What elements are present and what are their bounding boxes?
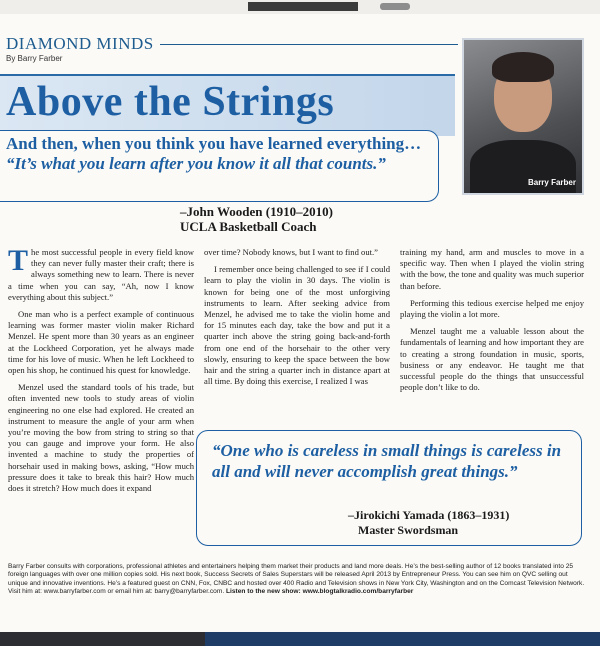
paragraph: The most successful people in every field know they can never fully master their craft; there is always something new to learn. There is never a time when you can say, “Ah, now I know everything about this subject.” (8, 244, 194, 302)
pull-quote-top-attribution (180, 204, 333, 234)
paragraph: Menzel used the standard tools of his trade, but often invented new tools to study areas of violin engineering no one else had explored. He created an instrument to measure the angle of your arm when you’re moving the bow from string to string so that you can gauge and improve your form. He also invented a machine to study the properties of horsehair used in making bows, asking, “How much pressure does it take to break this hair? How much does it stretch? How much does it expand (8, 382, 194, 494)
pull-quote-bottom-attribution (348, 508, 509, 538)
photo-caption: Barry Farber (527, 178, 576, 187)
article-column-2 (204, 247, 390, 393)
byline: By Barry Farber (6, 54, 63, 63)
bottom-bar-segment (205, 632, 600, 646)
bottom-bar (0, 632, 600, 646)
photo-hair (492, 52, 554, 82)
pull-quote-bottom: “One who is careless in small things is careless in all and will never accomplish great things.” (212, 441, 562, 481)
pull-quote-top-lead: And then, when you think you have learned everything… (6, 134, 422, 153)
article-title: Above the Strings (6, 79, 335, 125)
paragraph: over time? Nobody knows, but I want to find out.” (204, 247, 378, 257)
article-column-1 (8, 244, 194, 500)
pull-quote-bottom-role: Master Swordsman (358, 523, 459, 537)
drop-cap: T (8, 244, 29, 277)
pull-quote-top-author: –John Wooden (1910–2010) (180, 204, 333, 219)
pull-quote-top-italic: “It’s what you learn after you know it all that counts.” (6, 154, 386, 173)
section-rule (160, 44, 458, 45)
pull-quote-top-role: UCLA Basketball Coach (180, 219, 317, 234)
paragraph: Performing this tedious exercise helped me enjoy playing the violin a lot more. (400, 297, 584, 320)
top-band (0, 0, 600, 14)
bio-link: Listen to the new show: www.blogtalkradio.com/barryfarber (226, 588, 414, 596)
paragraph: Menzel taught me a valuable lesson about the fundamentals of learning and how important they are to creating a strong foundation in music, sports, business or any endeavor. He taught me that successful people do the things that unsuccessful people don’t like to do. (400, 326, 584, 393)
paragraph: I remember once being challenged to see if I could learn to play the violin in 30 days. The violin is known for being one of the most unforgiving instruments to learn. After seeking advice from Menzel, he advised me to take the violin home and for 15 minutes each day, take the bow and put it a quarter inch above the string going back-and-forth from one end of the horsehair to the other very slowly, ensuring to keep the space between the bow hair and the string a quarter inch in distance apart at all time. By doing this exercise, I realized I was (204, 264, 390, 387)
pull-quote-bottom-author: –Jirokichi Yamada (1863–1931) (348, 508, 510, 522)
paragraph: One man who is a perfect example of continuous learning was former master violin maker Richard Menzel. He spent more than 30 years as an engineer at the Lockheed Corporation, yet he always made time for his love of music. When he left Lockheed to open his shop, he continued his quest for knowledge. (8, 309, 194, 376)
author-bio (8, 563, 588, 597)
bio-text: Barry Farber consults with corporations, professional athletes and entertainers helping them market their products and land more deals. He’s the best-selling author of 12 books translated into 25 foreign languages with over one million copies sold. His next book, Success Secrets of Sales Superstars will be released April 2013 by Entrepreneur Press. You can see him on QVC selling out unique and innovative inventions. He’s a featured guest on CNN, Fox, CNBC and hosted over 400 Radio and Television shows in New York City, Washington and on the Comcast Television Network. Visit him at: www.barryfarber.com or email him at: barry@barryfarber.com. (8, 563, 585, 596)
author-photo (462, 38, 584, 195)
top-decor-bar (248, 2, 358, 11)
section-title: DIAMOND MINDS (6, 34, 154, 53)
pull-quote-top (6, 134, 436, 174)
article-column-3 (400, 247, 584, 399)
paragraph: training my hand, arm and muscles to move in a specific way. Then when I played the violin string with the bow, the tone and quality was much superior than before. (400, 247, 584, 291)
top-decor-pill (380, 3, 410, 10)
